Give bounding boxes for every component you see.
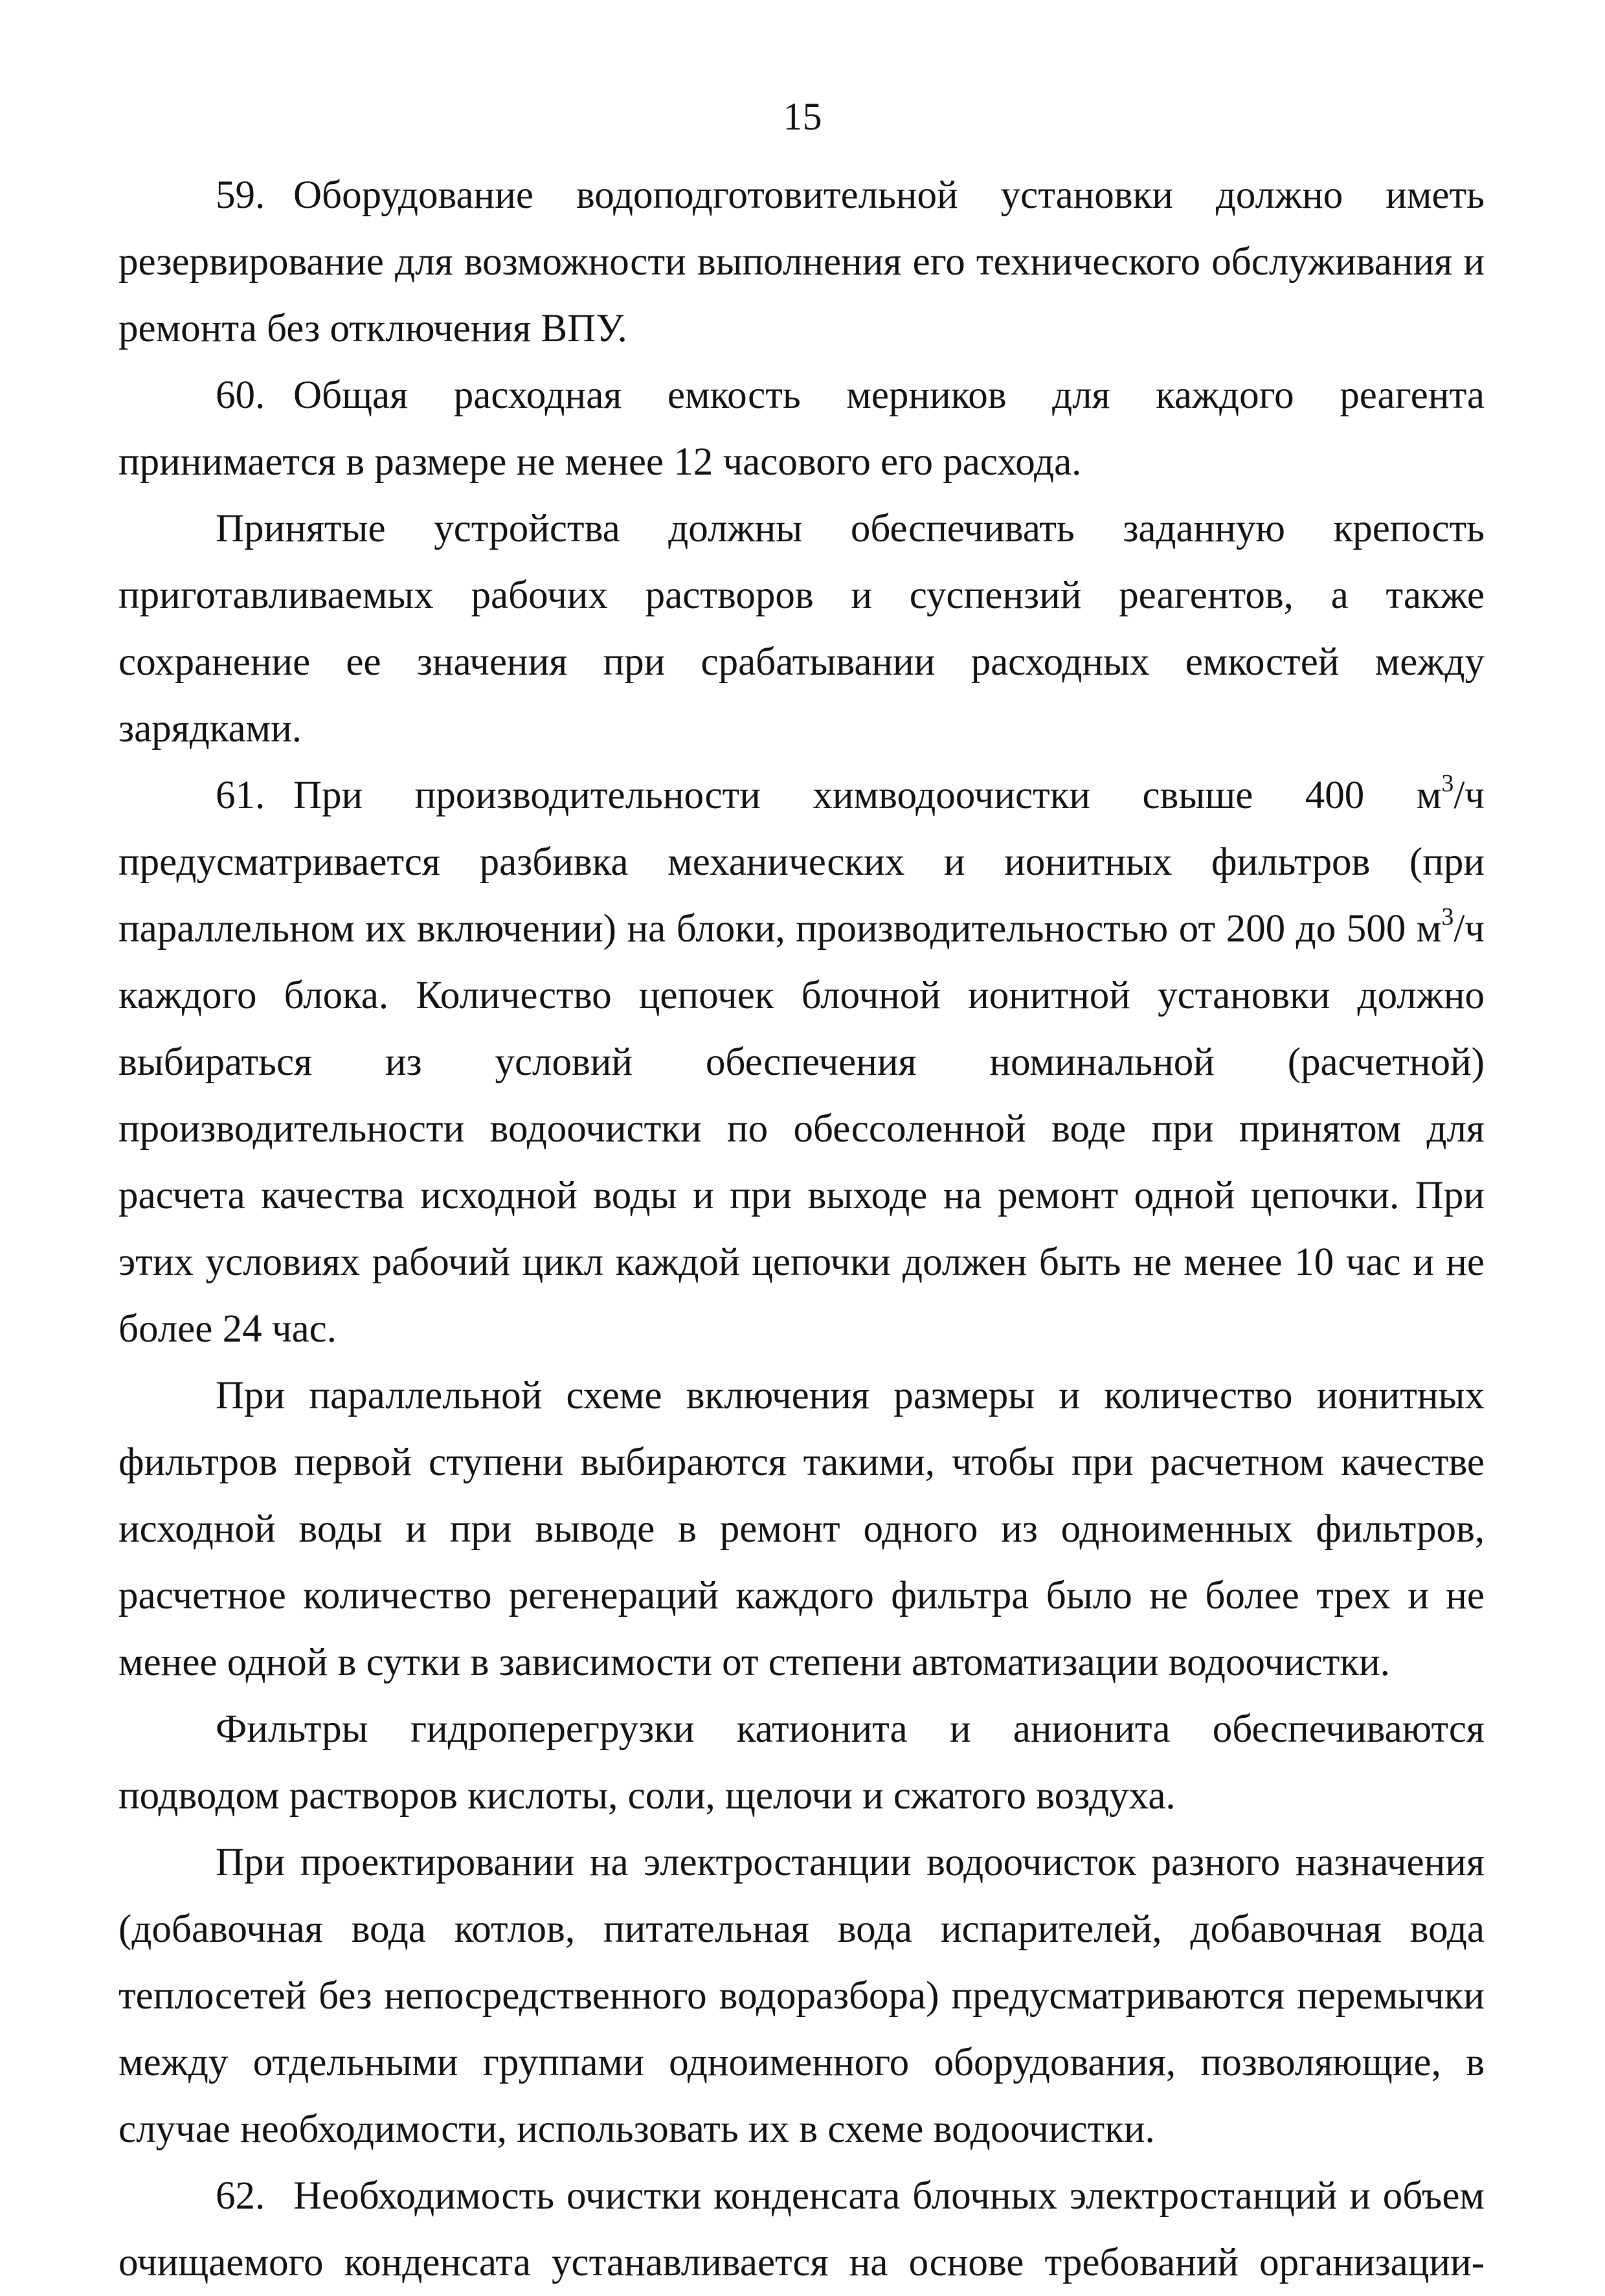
page-number: 15 (783, 95, 822, 138)
paragraph-text-part: При производительности химводоочистки свыше 400 м (293, 774, 1442, 817)
paragraph-text: Оборудование водоподготовительной установки должно иметь резервирование для возможности выполнения его технического обслуживания и ремонта без отключения ВПУ. (118, 174, 1485, 350)
paragraph-text: Фильтры гидроперегрузки катионита и анионита обеспечиваются подводом растворов кислоты, соли, щелочи и сжатого воздуха. (118, 1707, 1485, 1818)
paragraph-61-design (118, 1829, 1485, 2163)
paragraph-text: При параллельной схеме включения размеры и количество ионитных фильтров первой ступени выбираются такими, чтобы при расчетном качестве исходной воды и при выводе в ремонт одного из одноименных фильтров, расчетное количество регенераций каждого фильтра было не более трех и не менее одной в сутки в зависимости от степени автоматизации водоочистки. (118, 1374, 1485, 1684)
paragraph-number: 62. (216, 2174, 265, 2218)
paragraph-number: 60. (216, 374, 265, 417)
paragraph-number: 59. (216, 174, 265, 217)
paragraph-62 (118, 2163, 1485, 2296)
paragraph-61 (118, 762, 1485, 1362)
paragraph-text: Необходимость очистки конденсата блочных электростанций и объем очищаемого конденсата устанавливается на основе требований организации- (118, 2174, 1485, 2284)
paragraph-number: 61. (216, 774, 265, 817)
superscript: 3 (1441, 770, 1454, 797)
paragraph-61-filters (118, 1696, 1485, 1829)
superscript: 3 (1441, 903, 1454, 930)
paragraph-60-continued (118, 495, 1485, 762)
paragraph-text: При проектировании на электростанции водоочисток разного назначения (добавочная вода котлов, питательная вода испарителей, добавочная вода теплосетей без непосредственного водоразбора) предусматриваются перемычки между отдельными группами одноименного оборудования, позволяющие, в случае необходимости, использовать их в схеме водоочистки. (118, 1841, 1485, 2151)
paragraph-60 (118, 362, 1485, 495)
paragraph-text: Общая расходная емкость мерников для каждого реагента принимается в размере не менее 12 часового его расхода. (118, 374, 1485, 484)
paragraph-text-part: /ч предусматривается разбивка механических и ионитных фильтров (при параллельном их включении) на блоки, производительностью от 200 до 500 м (118, 774, 1485, 951)
paragraph-61-parallel-scheme (118, 1362, 1485, 1696)
paragraph-text: Принятые устройства должны обеспечивать заданную крепость приготавливаемых рабочих растворов и суспензий реагентов, а также сохранение ее значения при срабатывании расходных емкостей между зарядками. (118, 507, 1485, 750)
document-body (118, 162, 1485, 2296)
paragraph-text-part: /ч каждого блока. Количество цепочек блочной ионитной установки должно выбираться из условий обеспечения номинальной (расчетной) производительности водоочистки по обессоленной воде при принятом для расчета качества исходной воды и при выходе на ремонт одной цепочки. При этих условиях рабочий цикл каждой цепочки должен быть не менее 10 час и не более 24 час. (118, 907, 1485, 1351)
paragraph-59 (118, 162, 1485, 362)
